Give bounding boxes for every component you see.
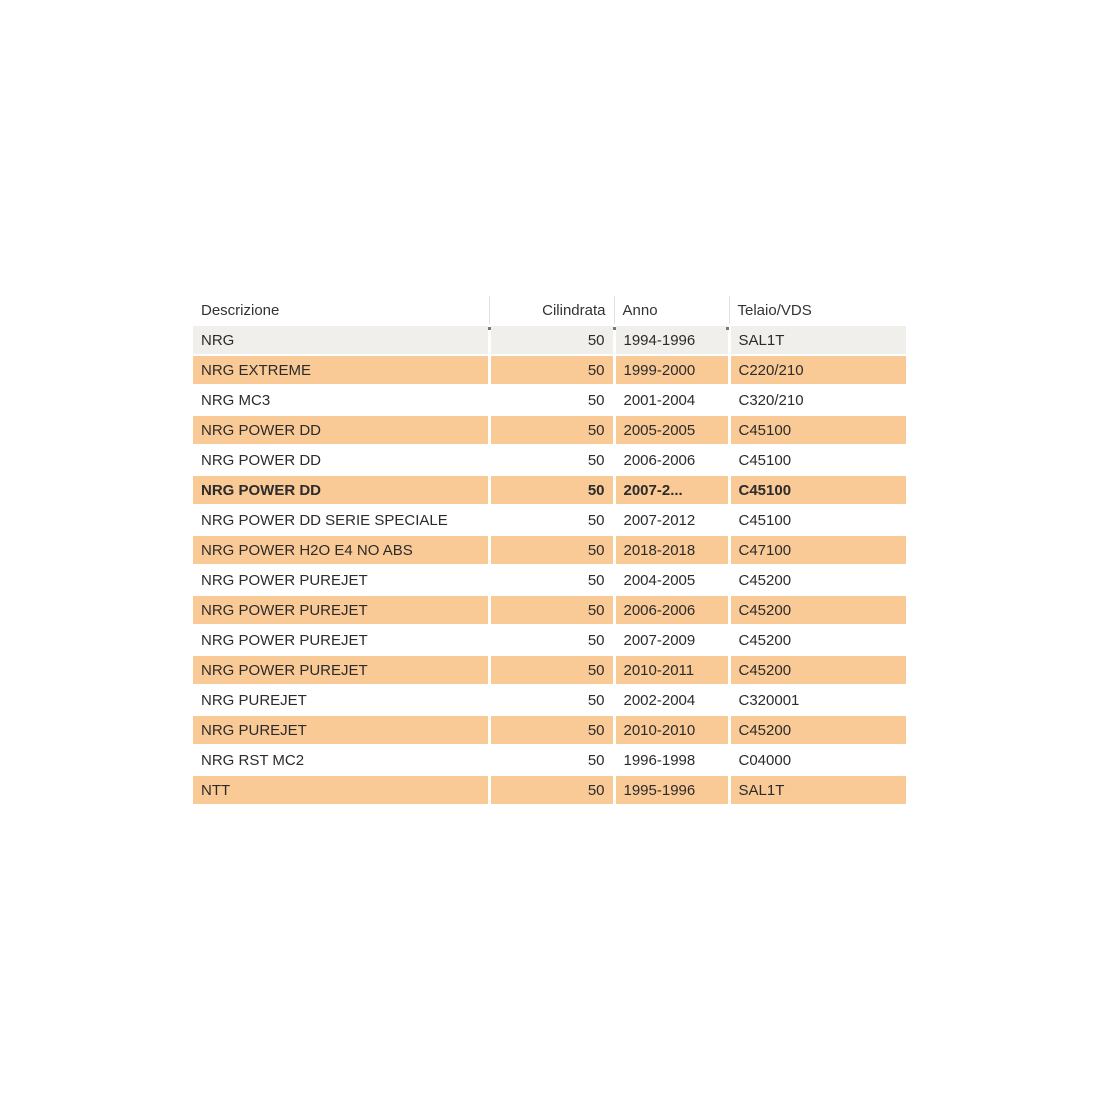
- table-row[interactable]: [193, 775, 906, 805]
- cell-cilindrata: 50: [489, 625, 614, 655]
- cell-telaio-vds: C47100: [729, 535, 906, 565]
- cell-telaio-vds: C320/210: [729, 385, 906, 415]
- table-row[interactable]: [193, 445, 906, 475]
- cell-descrizione: NRG PUREJET: [193, 685, 489, 715]
- cell-descrizione: NRG PUREJET: [193, 715, 489, 745]
- cell-anno: 2001-2004: [614, 385, 729, 415]
- cell-descrizione: NRG POWER PUREJET: [193, 655, 489, 685]
- cell-cilindrata: 50: [489, 355, 614, 385]
- vehicle-applications-panel: [193, 296, 906, 806]
- cell-anno: 2007-2...: [614, 475, 729, 505]
- table-row[interactable]: [193, 385, 906, 415]
- cell-anno: 1995-1996: [614, 775, 729, 805]
- header-row: [193, 296, 906, 325]
- cell-telaio-vds: C45200: [729, 565, 906, 595]
- cell-anno: 2006-2006: [614, 445, 729, 475]
- cell-cilindrata: 50: [489, 385, 614, 415]
- cell-telaio-vds: C45100: [729, 475, 906, 505]
- cell-anno: 2004-2005: [614, 565, 729, 595]
- cell-cilindrata: 50: [489, 325, 614, 355]
- cell-cilindrata: 50: [489, 415, 614, 445]
- column-header-descrizione[interactable]: Descrizione: [193, 296, 489, 325]
- table-row[interactable]: [193, 745, 906, 775]
- table-row[interactable]: [193, 325, 906, 355]
- cell-telaio-vds: C45200: [729, 595, 906, 625]
- cell-cilindrata: 50: [489, 595, 614, 625]
- cell-anno: 2006-2006: [614, 595, 729, 625]
- cell-telaio-vds: C45200: [729, 715, 906, 745]
- cell-anno: 2007-2012: [614, 505, 729, 535]
- table-row[interactable]: [193, 565, 906, 595]
- cell-descrizione: NRG RST MC2: [193, 745, 489, 775]
- cell-descrizione: NRG POWER DD: [193, 415, 489, 445]
- cell-cilindrata: 50: [489, 775, 614, 805]
- cell-cilindrata: 50: [489, 565, 614, 595]
- cell-anno: 2010-2011: [614, 655, 729, 685]
- table-row[interactable]: [193, 625, 906, 655]
- cell-descrizione: NRG EXTREME: [193, 355, 489, 385]
- cell-anno: 2007-2009: [614, 625, 729, 655]
- table-row[interactable]: [193, 355, 906, 385]
- column-resize-grip[interactable]: [613, 327, 616, 330]
- cell-cilindrata: 50: [489, 745, 614, 775]
- cell-cilindrata: 50: [489, 685, 614, 715]
- cell-cilindrata: 50: [489, 715, 614, 745]
- cell-anno: 2010-2010: [614, 715, 729, 745]
- cell-descrizione: NRG POWER DD: [193, 475, 489, 505]
- cell-telaio-vds: C45200: [729, 655, 906, 685]
- cell-cilindrata: 50: [489, 475, 614, 505]
- table-row[interactable]: [193, 505, 906, 535]
- cell-cilindrata: 50: [489, 505, 614, 535]
- table-row[interactable]: [193, 535, 906, 565]
- cell-anno: 1994-1996: [614, 325, 729, 355]
- cell-anno: 2002-2004: [614, 685, 729, 715]
- vehicle-applications-table: [193, 296, 906, 806]
- cell-anno: 1999-2000: [614, 355, 729, 385]
- column-header-anno[interactable]: Anno: [614, 296, 729, 325]
- cell-descrizione: NRG POWER PUREJET: [193, 595, 489, 625]
- table-row[interactable]: [193, 415, 906, 445]
- cell-descrizione: NRG POWER PUREJET: [193, 625, 489, 655]
- cell-anno: 1996-1998: [614, 745, 729, 775]
- cell-telaio-vds: C45100: [729, 415, 906, 445]
- cell-telaio-vds: C45200: [729, 625, 906, 655]
- cell-cilindrata: 50: [489, 445, 614, 475]
- cell-descrizione: NRG POWER PUREJET: [193, 565, 489, 595]
- cell-telaio-vds: C45100: [729, 445, 906, 475]
- cell-descrizione: NRG POWER DD SERIE SPECIALE: [193, 505, 489, 535]
- column-resize-grip[interactable]: [488, 327, 491, 330]
- cell-telaio-vds: C45100: [729, 505, 906, 535]
- column-header-telaio-vds[interactable]: Telaio/VDS: [729, 296, 906, 325]
- cell-anno: 2005-2005: [614, 415, 729, 445]
- cell-telaio-vds: C220/210: [729, 355, 906, 385]
- column-resize-grip[interactable]: [726, 327, 729, 330]
- cell-descrizione: NRG POWER H2O E4 NO ABS: [193, 535, 489, 565]
- cell-descrizione: NRG POWER DD: [193, 445, 489, 475]
- column-header-cilindrata[interactable]: Cilindrata: [489, 296, 614, 325]
- cell-telaio-vds: C320001: [729, 685, 906, 715]
- table-row[interactable]: [193, 715, 906, 745]
- cell-descrizione: NRG MC3: [193, 385, 489, 415]
- cell-telaio-vds: SAL1T: [729, 325, 906, 355]
- cell-anno: 2018-2018: [614, 535, 729, 565]
- cell-descrizione: NRG: [193, 325, 489, 355]
- cell-telaio-vds: SAL1T: [729, 775, 906, 805]
- cell-cilindrata: 50: [489, 655, 614, 685]
- table-row[interactable]: [193, 595, 906, 625]
- table-row[interactable]: [193, 655, 906, 685]
- table-row[interactable]: [193, 685, 906, 715]
- cell-descrizione: NTT: [193, 775, 489, 805]
- cell-telaio-vds: C04000: [729, 745, 906, 775]
- table-row[interactable]: [193, 475, 906, 505]
- cell-cilindrata: 50: [489, 535, 614, 565]
